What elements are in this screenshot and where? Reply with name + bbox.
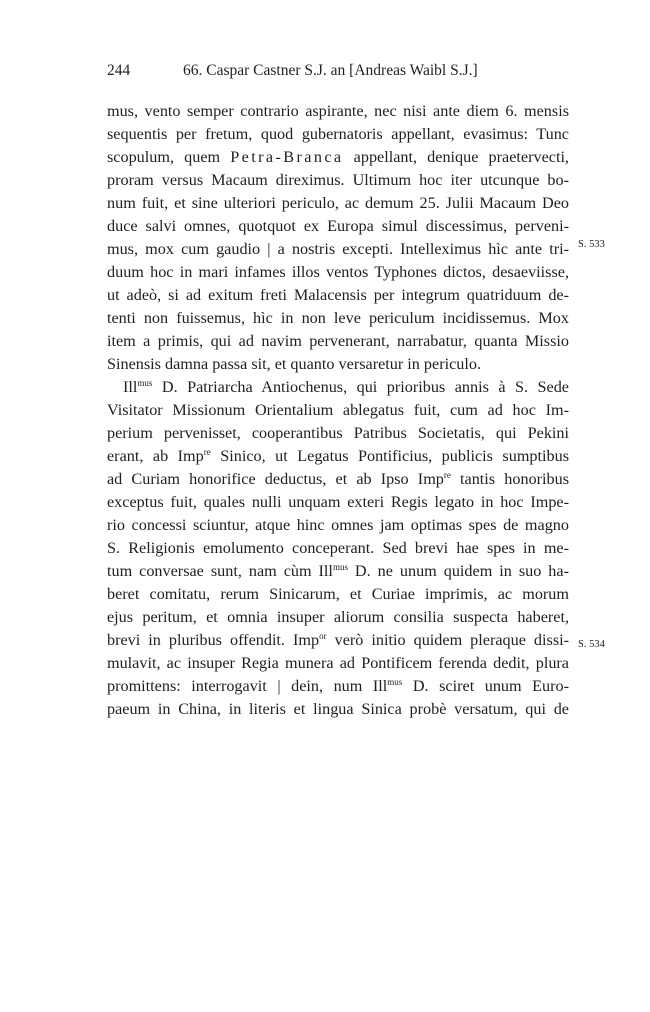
- text-line: num fuit, et sine ulteriori periculo, ac demum 25. Julii Macaum Deo: [107, 194, 569, 212]
- text-line: rio concessi sciuntur, atque hinc omnes jam optimas spes de magno: [107, 516, 569, 534]
- text-line: duum hoc in mari infames illos ventos Typhones dictos, desaeviisse,: [107, 263, 569, 281]
- text-line: perium pervenisset, cooperantibus Patribus Societatis, qui Pekini: [107, 424, 569, 442]
- text-line: duce salvi omnes, quotquot ex Europa simul discessimus, perveni-: [107, 217, 569, 235]
- text-line: brevi in pluribus offendit. Imp$^{or}$ verò initio quidem pleraque dissi-: [107, 631, 570, 649]
- text-line: erant, ab Imp$^{re}$ Sinico, ut Legatus Pontificius, publicis sumptibus: [107, 447, 569, 465]
- text-line: tenti non fuissemus, hìc in non leve periculum incidissemus. Mox: [107, 309, 569, 327]
- text-line: mulavit, ac insuper Regia munera ad Pontificem ferenda dedit, plura: [107, 654, 569, 672]
- text-line: mus, vento semper contrario aspirante, nec nisi ante diem 6. mensis: [107, 102, 569, 120]
- margin-page-reference: S. 533: [578, 239, 605, 250]
- text-line: exceptus fuit, quales nulli unquam exteri Regis legato in hoc Impe-: [107, 493, 569, 511]
- text-line: ut adeò, si ad exitum freti Malacensis per integrum quatriduum de-: [107, 286, 569, 304]
- body-text: [107, 100, 569, 721]
- text-line: scopulum, quem Petra-Branca appellant, denique praetervecti,: [107, 148, 569, 166]
- superscript: re: [443, 470, 451, 480]
- text-line: Visitator Missionum Orientalium ablegatus fuit, cum ad hoc Im-: [107, 401, 569, 419]
- text-line: ejus peritum, et omnia insuper aliorum consilia suspecta haberet,: [107, 608, 569, 626]
- running-header: [107, 61, 567, 81]
- text-line: S. Religionis emolumento conceperant. Sed brevi hae spes in me-: [107, 539, 569, 557]
- text-line: item a primis, qui ad navim pervenerant, narrabatur, quanta Missio: [107, 332, 569, 350]
- superscript: or: [319, 631, 327, 641]
- text-line: ad Curiam honorifice deductus, et ab Ipso Imp$^{re}$ tantis honoribus: [107, 470, 570, 488]
- text-line: paeum in China, in literis et lingua Sinica probè versatum, qui de: [107, 700, 569, 718]
- text-line: proram versus Macaum direximus. Ultimum hoc iter utcunque bo-: [107, 171, 569, 189]
- text-line: sequentis per fretum, quod gubernatoris appellant, evasimus: Tunc: [107, 125, 569, 143]
- spaced-name: Petra-Branca: [230, 148, 344, 166]
- text-line: mus, mox cum gaudio | a nostris excepti. Intelleximus hìc ante tri-: [107, 240, 569, 258]
- text-line: beret comitatu, rerum Sinicarum, et Curiae imprimis, ac morum: [107, 585, 569, 603]
- margin-page-reference: S. 534: [578, 639, 605, 650]
- running-title: 66. Caspar Castner S.J. an [Andreas Waibl S.J.]: [183, 62, 478, 79]
- superscript: mus: [387, 677, 403, 687]
- superscript: mus: [137, 378, 153, 388]
- page-number: 244: [107, 62, 131, 79]
- text-line: Sinensis damna passa sit, et quanto versaretur in periculo.: [107, 355, 482, 373]
- text-line: tum conversae sunt, nam cùm Ill$^{mus}$ D. ne unum quidem in suo ha-: [107, 562, 569, 580]
- text-line: promittens: interrogavit | dein, num Ill$^{mus}$ D. sciret unum Euro-: [107, 677, 569, 695]
- superscript: re: [203, 447, 211, 457]
- text-line: Ill$^{mus}$ D. Patriarcha Antiochenus, qui prioribus annis à S. Sede: [123, 378, 569, 396]
- superscript: mus: [332, 562, 348, 572]
